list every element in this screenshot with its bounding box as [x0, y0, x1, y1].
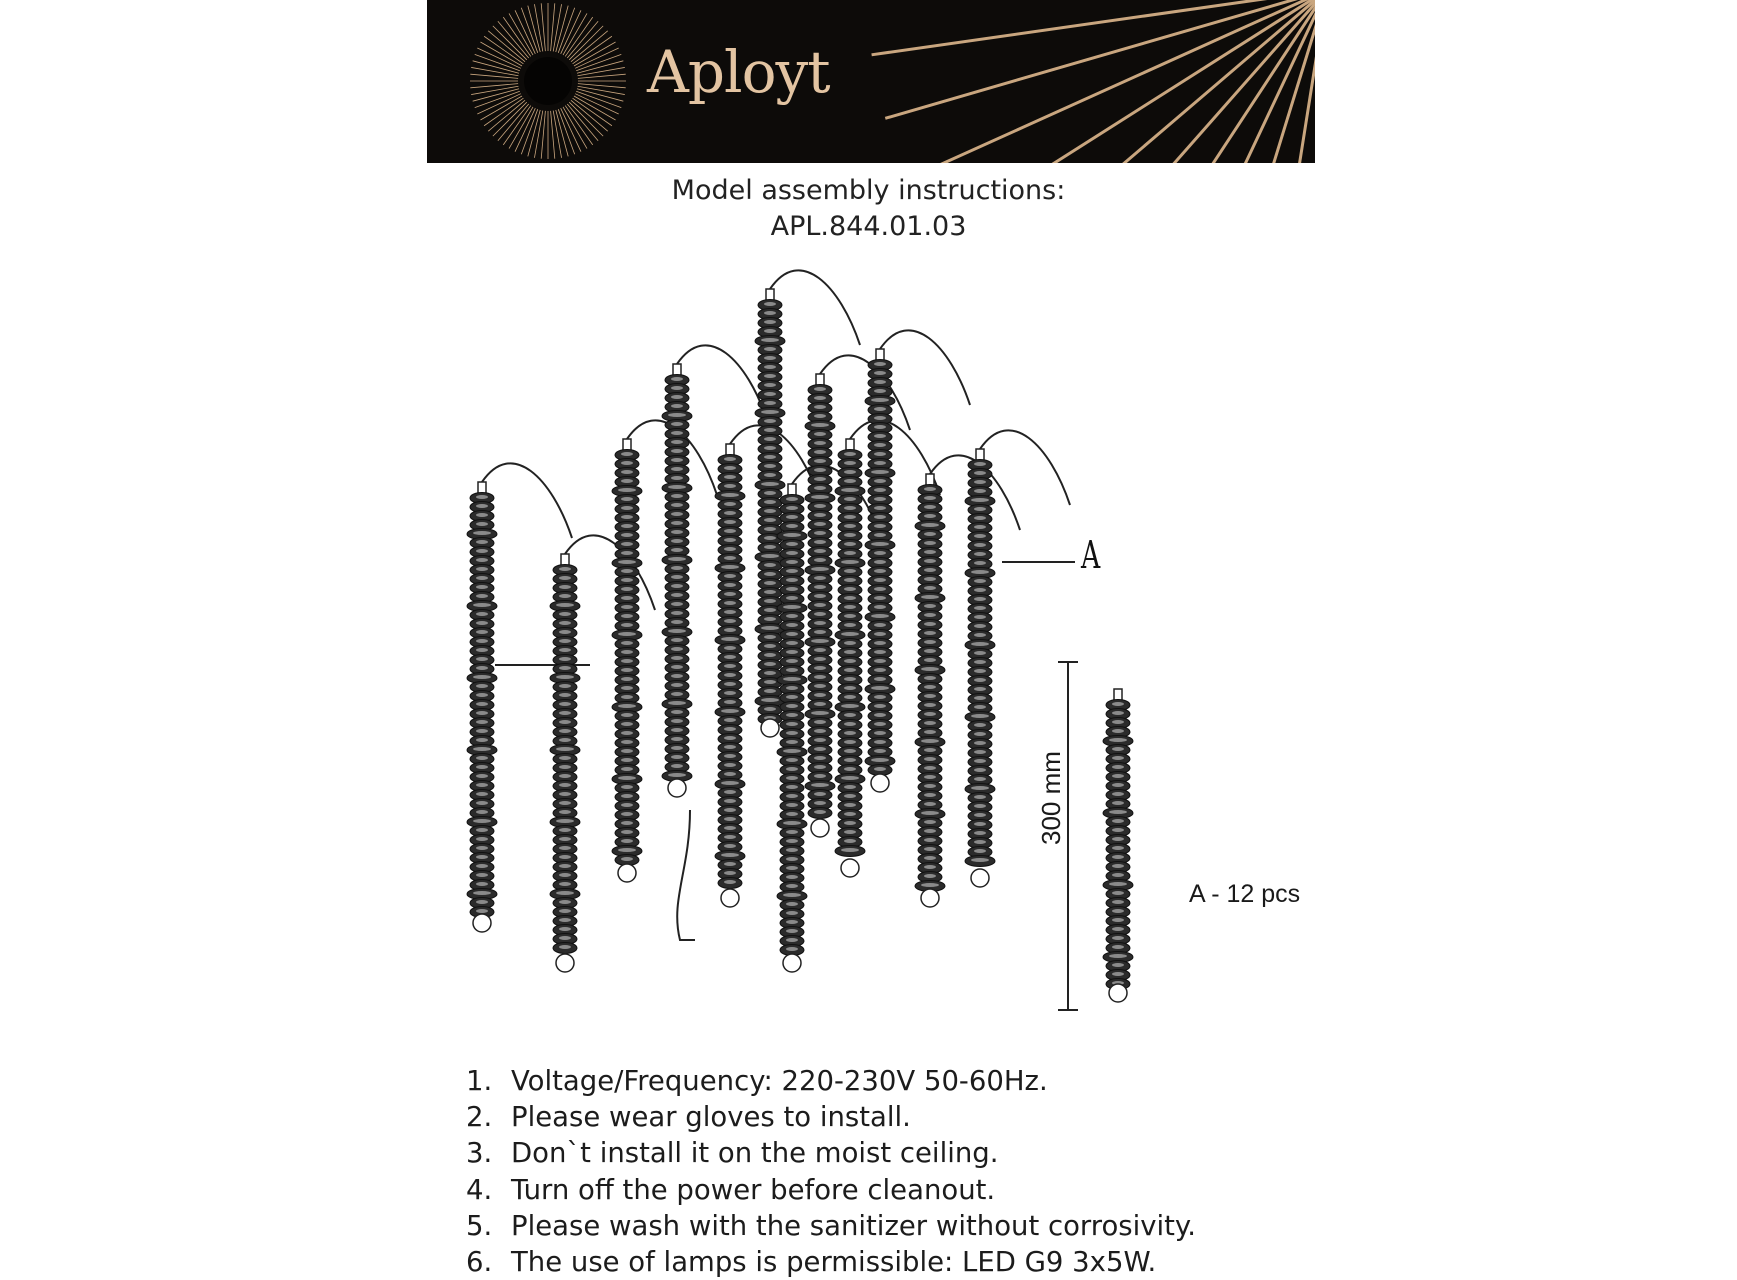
page-title: Model assembly instructions:: [671, 175, 1066, 206]
crystal-strand: [915, 474, 945, 907]
crystal-strand: [467, 482, 497, 932]
sun-disc-icon: [524, 57, 572, 105]
list-item: 4. Turn off the power before cleanout.: [466, 1173, 996, 1206]
crystal-strand: [612, 439, 642, 882]
sunburst-graphic: [427, 0, 1315, 163]
crystal-strand: [835, 439, 865, 877]
callout-label-a: A: [1081, 533, 1101, 577]
crystal-strand-a: [1103, 689, 1133, 1002]
list-item: 3. Don`t install it on the moist ceiling.: [466, 1137, 999, 1170]
crystal-strand: [865, 349, 895, 792]
list-item: 5. Please wash with the sanitizer without corrosivity.: [466, 1209, 1197, 1242]
brand-banner: [427, 0, 1315, 163]
brand-logo-text: Aployt: [647, 38, 830, 106]
crystal-strand: [805, 374, 835, 837]
crystal-strand: [550, 554, 580, 972]
chandelier-drawing: [440, 250, 1140, 1020]
model-number: APL.844.01.03: [770, 211, 967, 242]
crystal-strand: [965, 449, 995, 887]
crystal-strand: [777, 484, 807, 972]
list-item: 2. Please wear gloves to install.: [466, 1101, 911, 1134]
crystal-strand: [715, 444, 745, 907]
list-item: 6. The use of lamps is permissible: LED G9 3x5W.: [466, 1246, 1157, 1279]
instructions-list: [466, 1063, 1196, 1280]
crystal-strand: [662, 364, 692, 797]
dimension-label: 300 mm: [1036, 751, 1066, 845]
part-count-label: A - 12 pcs: [1189, 880, 1301, 908]
list-item: 1. Voltage/Frequency: 220-230V 50-60Hz.: [466, 1065, 1048, 1097]
